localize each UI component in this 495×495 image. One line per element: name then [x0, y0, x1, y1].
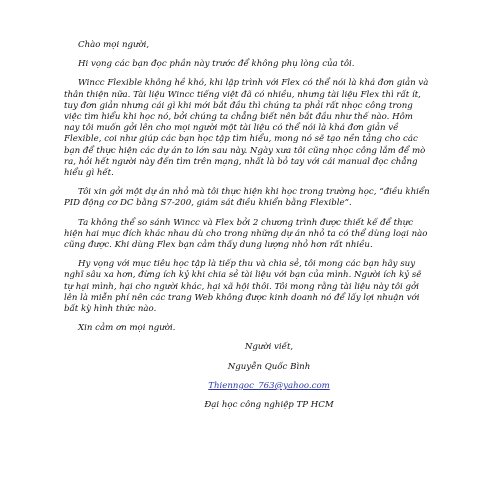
closing-thanks: Xin cảm ơn mọi người.	[78, 323, 176, 334]
signature-name: Nguyễn Quốc Bình	[227, 361, 311, 372]
intro-paragraph: Hi vọng các bạn đọc phần này trước để không phụ lòng của tôi.	[78, 59, 355, 70]
signature-affiliation: Đại học công nghiệp TP HCM	[204, 400, 334, 411]
body-paragraph-project: Tôi xin gởi một dự án nhỏ mà tôi thực hiện khi học trong trường học, “điều khiển PID động cơ DC bằng S7-200, giám sát điều khiển bằng Flexible”.	[64, 187, 430, 209]
body-paragraph-sharing: Hy vọng với mục tiêu học tập là tiếp thu và chia sẻ, tôi mong các bạn hãy suy nghĩ sâu xa hơn, đừng ích kỷ khi chia sẻ tài liệu với bạn của mình. Người ích kỷ sẽ tự hại mình, hại cho người khác, hại xã hội thôi. Tôi mong rằng tài liệu này tôi gởi lên là miễn phí nên các trang Web không được kinh doanh nó để lấy lợi nhuận với bất kỳ hình thức nào.	[64, 259, 422, 315]
signature-role: Người viết,	[244, 342, 294, 353]
signature-email-link[interactable]: Thienngoc_763@yahoo.com	[208, 380, 330, 391]
greeting: Chào mọi người,	[78, 40, 150, 50]
body-paragraph-wincc: Wincc Flexible không hề khó, khi lập trình với Flex có thể nói là khá đơn giản và thân thiện nữa. Tài liệu Wincc tiếng việt đã có nhiều, nhưng tài liệu Flex thì rất ít, tuy đơn giản nhưng cái gì khi mới bắt đầu thì chúng ta phải rất nhọc công trong việc tìm hiểu khi học nó, bởi chúng ta chẳng biết nên bắt đầu như thế nào. Hôm nay tôi muốn gởi lên cho mọi người một tài liệu có thể nói là khá đơn giản về Flexible, coi như giúp các bạn học tập tìm hiểu, mong nó sẽ tạo nền tảng cho các bạn để thực hiện các dự án to lớn sau này. Ngày xưa tôi cũng nhọc công lắm để mò ra, hỏi hết người này đến tìm trên mạng, nhất là bỏ tay với cái manual đọc chẳng hiểu gì hết.	[64, 78, 429, 179]
signature-block	[184, 342, 354, 411]
body-paragraph-comparison: Ta không thể so sánh Wincc và Flex bởi 2 chương trình được thiết kế để thực hiện hai mục đích khác nhau dù cho trong những dự án nhỏ ta có thể dùng loại nào cũng được. Khi dùng Flex bạn cảm thấy dung lượng nhỏ hơn rất nhiều.	[64, 217, 428, 251]
document-page	[64, 40, 430, 411]
